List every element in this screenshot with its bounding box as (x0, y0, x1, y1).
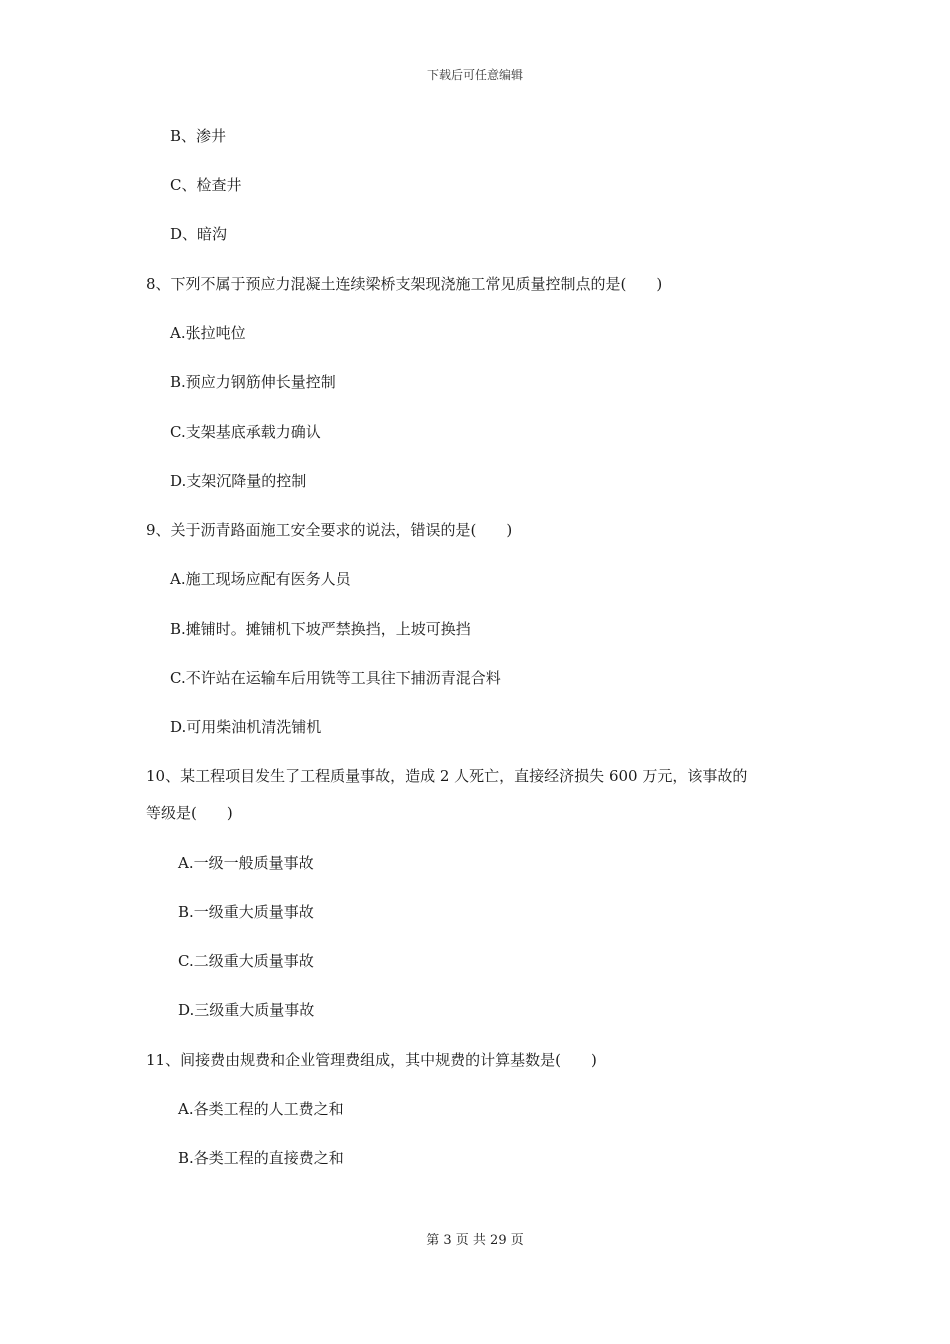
question-8-option-b: B.预应力钢筋伸长量控制 (170, 373, 336, 391)
page-header: 下载后可任意编辑 (426, 68, 523, 82)
question-9-option-a: A.施工现场应配有医务人员 (170, 570, 351, 588)
question-9-option-d: D.可用柴油机清洗铺机 (170, 718, 322, 736)
question-8-stem: 8、下列不属于预应力混凝土连续梁桥支架现浇施工常见质量控制点的是( ) (146, 275, 663, 293)
question-10-option-d: D.三级重大质量事故 (178, 1001, 315, 1019)
question-11-option-a: A.各类工程的人工费之和 (178, 1100, 344, 1118)
question-8-option-d: D.支架沉降量的控制 (170, 472, 307, 490)
question-10-option-c: C.二级重大质量事故 (178, 952, 314, 970)
question-9-option-c: C.不许站在运输车后用铣等工具往下捕沥青混合料 (170, 669, 501, 687)
question-8-option-a: A.张拉吨位 (170, 324, 246, 342)
question-11-stem: 11、间接费由规费和企业管理费组成，其中规费的计算基数是( ) (146, 1051, 597, 1069)
question-9-option-b: B.摊铺时。摊铺机下坡严禁换挡，上坡可换挡 (170, 620, 471, 638)
question-8-option-c: C.支架基底承载力确认 (170, 423, 321, 441)
question-10-option-a: A.一级一般质量事故 (178, 854, 314, 872)
question-9-stem: 9、关于沥青路面施工安全要求的说法，错误的是( ) (146, 521, 513, 539)
prev-option-d: D、暗沟 (170, 225, 228, 243)
question-10-option-b: B.一级重大质量事故 (178, 903, 314, 921)
question-10-stem-line1: 10、某工程项目发生了工程质量事故，造成 2 人死亡，直接经济损失 600 万元，该事故的 (146, 767, 748, 785)
question-10-stem-line2: 等级是( ) (146, 804, 233, 822)
question-11-option-b: B.各类工程的直接费之和 (178, 1149, 344, 1167)
page-footer: 第 3 页 共 29 页 (426, 1233, 524, 1248)
prev-option-b: B、渗井 (170, 127, 227, 145)
prev-option-c: C、检查井 (170, 176, 242, 194)
